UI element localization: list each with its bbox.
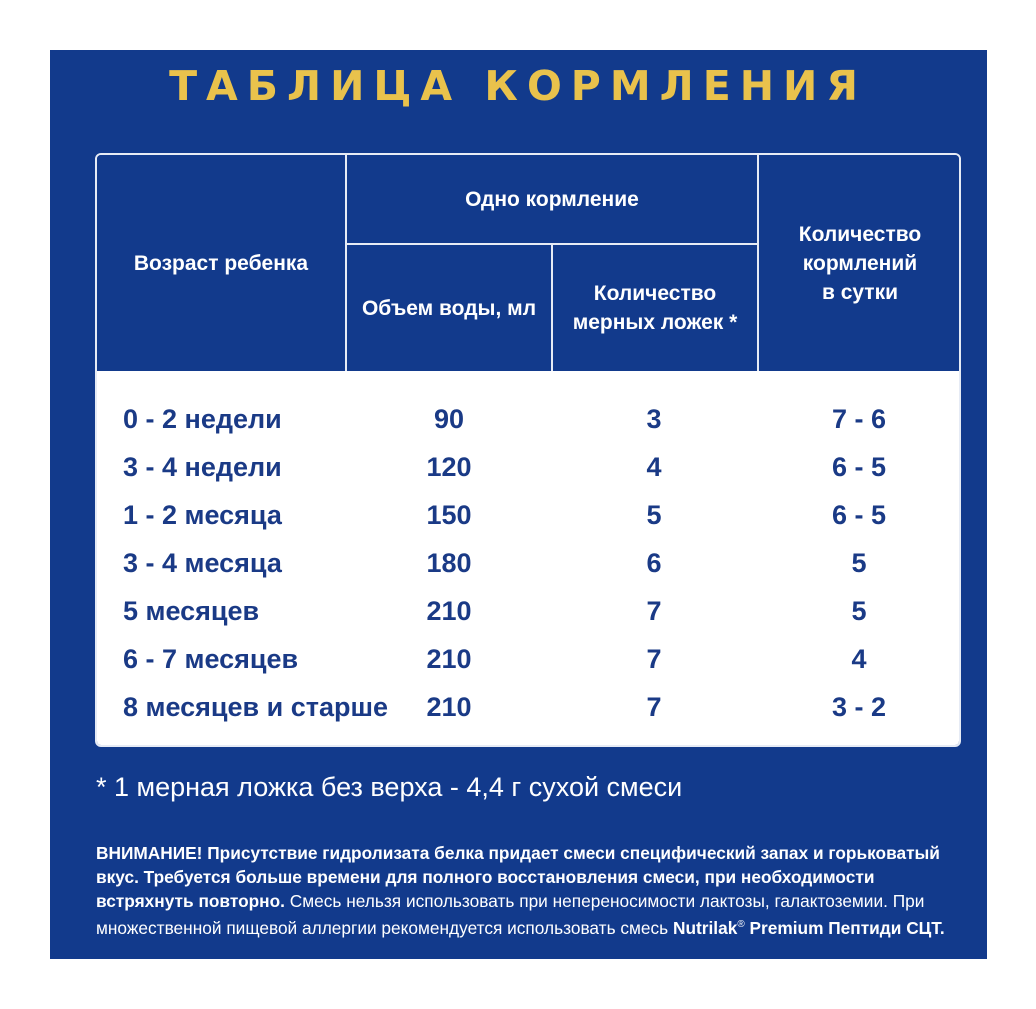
water-cell: 180 [426, 547, 472, 578]
age-cell: 1 - 2 месяца [123, 499, 282, 530]
brand-name: Nutrilak [672, 917, 738, 938]
page-title: ТАБЛИЦА КОРМЛЕНИЯ [169, 62, 867, 110]
feeds-cell: 6 - 5 [831, 499, 887, 530]
table-row [97, 443, 959, 491]
water-cell: 210 [426, 595, 472, 626]
header-spoons-line1: Количество [593, 282, 717, 305]
age-cell: 8 месяцев и старше [123, 691, 389, 722]
age-cell: 5 месяцев [123, 595, 260, 626]
feeding-table [95, 153, 961, 747]
feeds-cell: 6 - 5 [831, 451, 887, 482]
table-header [97, 155, 959, 371]
table-row [97, 635, 959, 683]
warning-normal: Смесь нельзя использовать при непереносимости лактозы, галактоземии. При множественной пищевой аллергии рекомендуется использовать смесь [96, 891, 925, 938]
feeds-cell: 3 - 2 [831, 691, 887, 722]
spoons-cell: 7 [646, 691, 662, 722]
water-cell: 210 [426, 643, 472, 674]
header-feeds-line1: Количество [798, 222, 922, 246]
product-name: Premium Пептиди СЦТ. [744, 917, 945, 938]
header-feeds-line3: в сутки [821, 280, 899, 304]
water-cell: 120 [426, 451, 472, 482]
header-water: Объем воды, мл [361, 296, 537, 320]
spoons-cell: 6 [646, 547, 662, 578]
header-feeds-per-day [759, 155, 961, 371]
feeds-cell: 5 [851, 547, 867, 578]
header-age: Возраст ребенка [133, 251, 309, 275]
warning-text [96, 841, 976, 940]
header-divider [345, 155, 347, 371]
spoons-cell: 3 [646, 403, 662, 434]
age-cell: 0 - 2 недели [123, 403, 282, 434]
header-one-feeding: Одно кормление [465, 187, 639, 211]
header-spoons [553, 245, 757, 371]
header-spoons-line2: мерных ложек * [572, 311, 738, 334]
header-feeds-line2: кормлений [802, 251, 918, 275]
spoons-cell: 4 [646, 451, 662, 482]
registered-mark: ® [737, 919, 745, 930]
water-cell: 150 [426, 499, 472, 530]
table-row [97, 587, 959, 635]
table-body [97, 371, 959, 745]
age-cell: 3 - 4 недели [123, 451, 282, 482]
table-row [97, 395, 959, 443]
feeds-cell: 5 [851, 595, 867, 626]
age-cell: 6 - 7 месяцев [123, 643, 299, 674]
header-divider [345, 243, 759, 245]
spoons-cell: 7 [646, 643, 662, 674]
header-divider [551, 245, 553, 371]
header-divider [757, 155, 759, 371]
table-row [97, 683, 959, 731]
water-cell: 210 [426, 691, 472, 722]
spoons-cell: 5 [646, 499, 662, 530]
water-cell: 90 [433, 403, 465, 434]
spoon-footnote: * 1 мерная ложка без верха - 4,4 г сухой смеси [96, 772, 683, 802]
age-cell: 3 - 4 месяца [123, 547, 282, 578]
spoons-cell: 7 [646, 595, 662, 626]
table-row [97, 491, 959, 539]
table-row [97, 539, 959, 587]
feeds-cell: 4 [851, 643, 867, 674]
feeds-cell: 7 - 6 [831, 403, 887, 434]
warning-bold: ВНИМАНИЕ! Присутствие гидролизата белка придает смеси специфический запах и горьковатый вкус. Требуется больше времени для полного восстановления смеси, при необходимости встряхнуть повторно. [96, 843, 940, 911]
